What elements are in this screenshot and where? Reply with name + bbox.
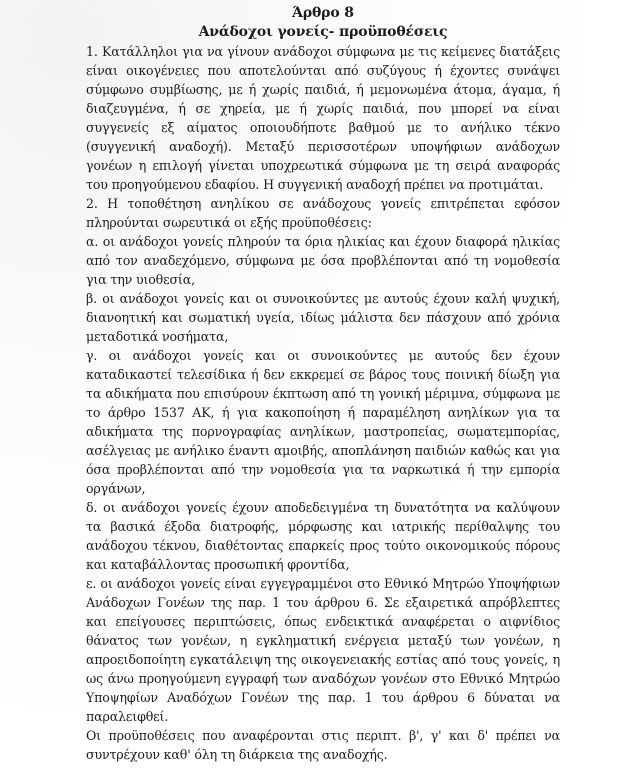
condition-e-registry: ε. οι ανάδοχοι γονείς είναι εγγεγραμμένοι στο Εθνικό Μητρώο Υποψήφιων Ανάδοχων Γονέων της παρ. 1 του άρθρου 6. Σε εξαιρετικά απρόβλεπτες και επείγουσες περιπτώσεις, όπως ενδεικτικά αναφέρεται ο αιφνίδιος θάνατος των γονέων, η εγκληματική ενέργεια μεταξύ των γονέων, η απροειδοποίητη εγκατάλειψη της οικογενειακής εστίας από τους γονείς, η ως άνω προηγούμενη εγγραφή των αναδόχων γονέων στο Εθνικό Μητρώο Υποψηφίων Αναδόχων Γονέων της παρ. 1 του άρθρου 6 δύναται να παραλειφθεί. <box>86 576 560 724</box>
article-title: Άρθρο 8 <box>292 5 354 21</box>
condition-a-age: α. οι ανάδοχοι γονείς πληρούν τα όρια ηλικίας και έχουν διαφορά ηλικίας από τον αναδεχόμενο, σύμφωνα με όσα προβλέπονται από τη νομοθεσία για την υιοθεσία, <box>86 234 560 287</box>
paragraph-2-conditions-intro: 2. Η τοποθέτηση ανηλίκου σε ανάδοχους γονείς επιτρέπεται εφόσον πληρούνται σωρευτικά οι εξής προϋποθέσεις: <box>86 196 560 230</box>
closing-paragraph: Οι προϋποθέσεις που αναφέρονται στις περιπτ. β', γ' και δ' πρέπει να συντρέχουν καθ' όλη τη διάρκεια της αναδοχής. <box>86 728 560 762</box>
document-body <box>86 4 560 764</box>
condition-d-financial: δ. οι ανάδοχοι γονείς έχουν αποδεδειγμένα τη δυνατότητα να καλύψουν τα βασικά έξοδα διατροφής, μόρφωσης και ιατρικής περίθαλψης του ανάδοχου τέκνου, διαθέτοντας επαρκείς προς τούτο οικονομικούς πόρους και καταβάλλοντας προσωπική φροντίδα, <box>86 500 560 572</box>
paragraph-1-eligibility: 1. Κατάλληλοι για να γίνουν ανάδοχοι σύμφωνα με τις κείμενες διατάξεις είναι οικογένειες που αποτελούνται από συζύγους ή έχοντες συνάψει σύμφωνο συμβίωσης, με ή χωρίς παιδιά, ή μεμονωμένα άτομα, άγαμα, ή διαζευγμένα, ή σε χηρεία, με ή χωρίς παιδιά, που μπορεί να είναι συγγενείς εξ αίματος οποιουδήποτε βαθμού με το ανήλικο τέκνο (συγγενική αναδοχή). Μεταξύ περισσοτέρων υποψήφιων ανάδοχων γονέων η επιλογή γίνεται υποχρεωτικά σύμφωνα με τη σειρά αναφοράς του προηγούμενου εδαφίου. Η συγγενική αναδοχή πρέπει να προτιμάται. <box>86 44 560 192</box>
condition-b-health: β. οι ανάδοχοι γονείς και οι συνοικούντες με αυτούς έχουν καλή ψυχική, διανοητική και σωματική υγεία, ιδίως μάλιστα δεν πάσχουν από χρόνια μεταδοτικά νοσήματα, <box>86 291 560 344</box>
condition-c-criminal-record: γ. οι ανάδοχοι γονείς και οι συνοικούντες με αυτούς δεν έχουν καταδικαστεί τελεσίδικα ή δεν εκκρεμεί σε βάρος τους ποινική δίωξη για τα αδικήματα που επισύρουν έκπτωση από τη γονική μέριμνα, σύμφωνα με το άρθρο 1537 ΑΚ, ή για κακοποίηση ή παραμέληση ανηλίκων για τα αδικήματα της πορνογραφίας ανηλίκων, μαστροπείας, σωματεμπορίας, ασέλγειας με ανήλικο έναντι αμοιβής, αποπλάνηση παιδιών καθώς και για όσα προβλέπονται από την νομοθεσία για τα ναρκωτικά ή την εμπορία οργάνων, <box>86 348 560 496</box>
article-subtitle: Ανάδοχοι γονείς- προϋποθέσεις <box>198 24 448 40</box>
